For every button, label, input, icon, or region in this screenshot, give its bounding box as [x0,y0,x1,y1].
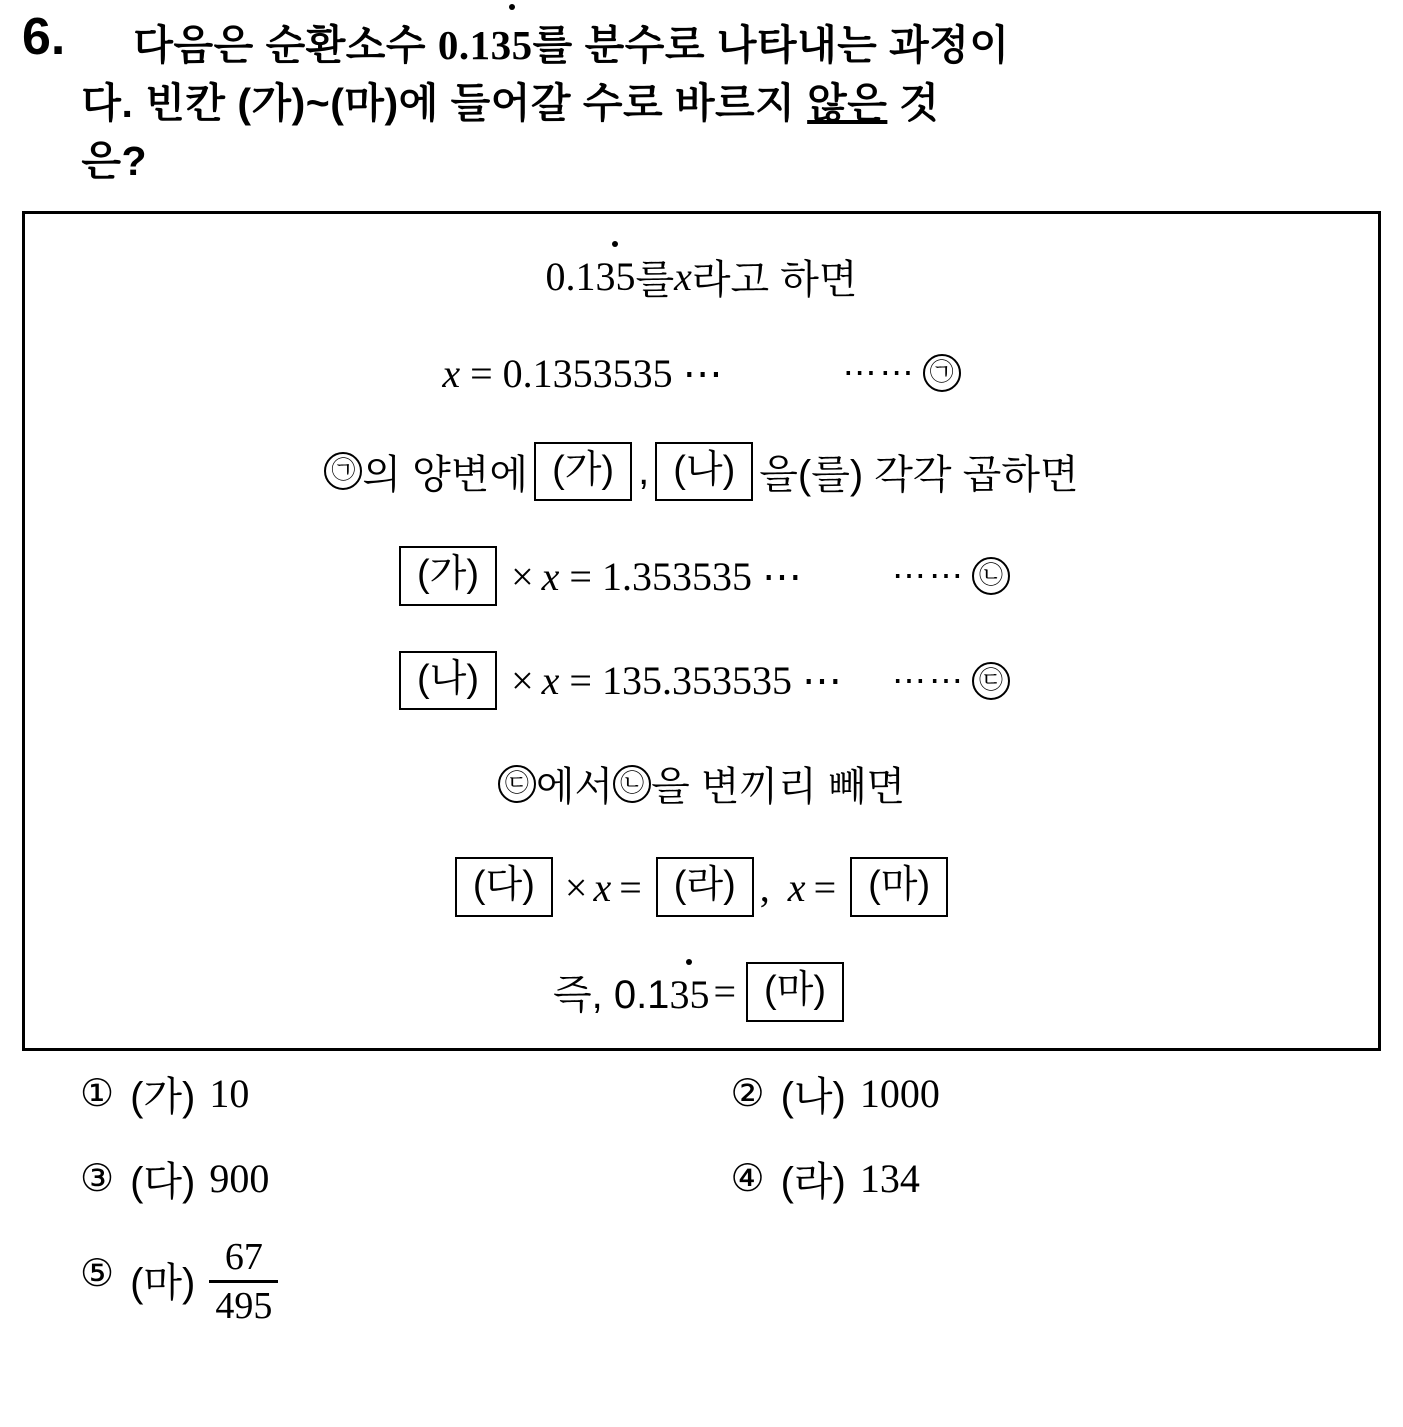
line1-decimal [545,253,635,300]
line2-leader-dots: ⋯⋯ [842,355,917,393]
choice-2[interactable] [731,1065,1382,1122]
line2-marker: ㉠ [923,354,961,392]
line3-marker: ㉠ [324,452,362,490]
line1-decimal-prefix: 0.1 [545,253,596,299]
line3-suffix: 을(를) 각각 곱하면 [759,452,1079,497]
line4-equation: = 1.353535 ⋯ [569,553,802,599]
choice-2-value: 1000 [859,1070,940,1116]
line6-marker-2: ㉡ [613,765,651,803]
stem-line2-a: 다. 빈칸 (가)~(마)에 들어갈 수로 바르지 [81,80,808,127]
stem-line2-not: 않은 [807,80,888,127]
stem-decimal-rep: 35 [491,16,533,74]
derivation-box [22,211,1381,1051]
derivation-line-8 [553,962,850,1022]
derivation-line-7 [449,857,954,917]
blank-ma-1[interactable]: (마) [850,857,948,917]
blank-na-2[interactable]: (나) [399,651,497,711]
choice-4-label: (라) [780,1159,846,1204]
blank-ma-2[interactable]: (마) [746,962,844,1022]
choice-5-denominator: 495 [209,1280,278,1327]
choice-4-value: 134 [859,1155,920,1201]
choice-2-label: (나) [780,1074,846,1119]
question-number: 6. [22,8,66,66]
line7-variable-1: x [593,864,612,910]
line4-times: × [511,553,534,599]
blank-da[interactable]: (다) [455,857,553,917]
line1-tail: 라고 하면 [691,257,858,302]
choice-5-numerator: 67 [224,1235,263,1278]
line2-variable: x [442,350,461,396]
choice-5-number: ⑤ [80,1252,115,1295]
line7-variable-2: x [787,864,806,910]
choice-5-label: (마) [130,1260,196,1305]
line5-variable: x [541,658,560,704]
line4-marker: ㉡ [972,557,1010,595]
choice-3-label: (다) [130,1159,196,1204]
line6-suffix: 을 변끼리 빼면 [651,765,906,810]
line7-times: × [564,864,588,910]
stem-suffix: 를 분수로 나타내는 과정이 [532,22,1010,68]
choice-4-number: ④ [730,1157,765,1200]
line7-comma: , [759,864,770,910]
line8-prefix-text: 즉, 0.1 [552,973,670,1018]
derivation-line-6 [498,755,905,812]
line5-equation: = 135.353535 ⋯ [569,658,842,704]
line8-prefix [553,963,709,1020]
choice-2-number: ② [730,1072,765,1115]
choice-4[interactable] [731,1150,1382,1207]
question-text [81,8,1009,191]
stem-decimal-intro: 0.1 [437,22,491,68]
stem-decimal [438,22,533,68]
line2-equation: = 0.1353535 ⋯ [470,350,723,396]
stem-prefix: 다음은 순환소수 [133,22,438,68]
derivation-line-5 [393,651,1010,711]
line7-equals-2: = [813,864,837,910]
line5-leader-dots: ⋯⋯ [891,662,966,700]
choice-3-number: ③ [80,1157,115,1200]
derivation-line-1 [545,248,857,305]
line3-comma: , [638,448,650,493]
line3-prefix: 의 양변에 [362,452,529,497]
blank-ga-2[interactable]: (가) [399,546,497,606]
choice-3-value: 900 [209,1155,270,1201]
stem-line3: 은? [81,138,148,185]
line6-marker-1: ㉢ [498,765,536,803]
choice-1[interactable] [80,1065,731,1122]
choice-1-label: (가) [130,1074,196,1119]
line5-times: × [511,658,534,704]
derivation-line-4 [393,546,1010,606]
line1-decimal-rep: 35 [595,253,636,299]
derivation-line-3 [324,442,1078,502]
choice-5[interactable] [80,1235,731,1341]
blank-ra[interactable]: (라) [656,857,754,917]
question-stem [22,0,1381,191]
stem-line2-b: 것 [887,80,940,127]
blank-ga-1[interactable]: (가) [534,442,632,502]
line5-marker: ㉢ [972,662,1010,700]
choice-5-fraction [209,1237,278,1327]
choice-1-number: ① [80,1072,115,1115]
answer-choices [22,1065,1381,1341]
line1-suffix: 를 [635,257,675,302]
line8-decimal-rep: 35 [669,972,710,1018]
blank-na-1[interactable]: (나) [655,442,753,502]
line1-variable: x [674,253,692,299]
derivation-line-2 [442,350,960,397]
line7-equals-1: = [619,864,642,910]
line4-leader-dots: ⋯⋯ [891,558,966,595]
line4-variable: x [541,553,560,599]
choice-1-value: 10 [209,1070,250,1116]
line8-equals: = [713,969,736,1015]
choice-3[interactable] [80,1150,731,1207]
line6-middle: 에서 [535,765,614,810]
